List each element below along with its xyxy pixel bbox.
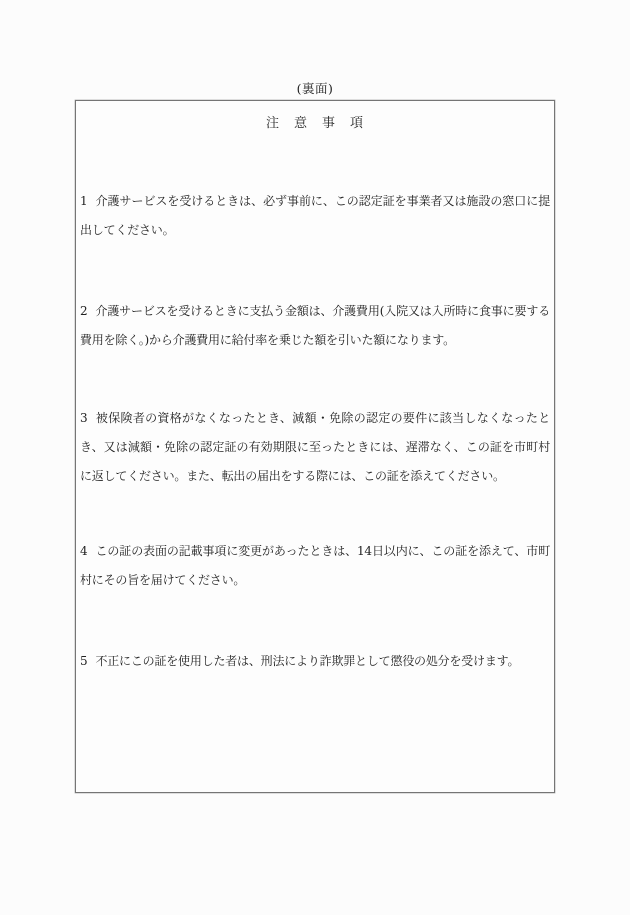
notice-item-2 [80,297,550,355]
item-5-number: 5 [80,654,88,668]
item-2-text: 介護サービスを受けるときに支払う金額は、介護費用(入院又は入所時に食事に要する費用を除く。)から介護費用に給付率を乗じた額を引いた額になります。 [80,304,550,347]
notice-item-3 [80,404,550,491]
item-3-number: 3 [80,411,88,425]
notice-item-1 [80,187,550,245]
item-2-number: 2 [80,304,88,318]
notice-title: 注 意 事 項 [265,116,364,131]
item-3-text: 被保険者の資格がなくなったとき、減額・免除の認定の要件に該当しなくなったとき、又は減額・免除の認定証の有効期限に至ったときには、遅滞なく、この証を市町村に返してください。また、転出の届出をする際には、この証を添えてください。 [80,411,550,483]
notice-box [75,100,555,793]
notice-item-5 [80,647,550,676]
item-5-text: 不正にこの証を使用した者は、刑法により詐欺罪として懲役の処分を受けます。 [95,654,520,668]
notice-item-4 [80,537,550,595]
page-side-label: (裏面) [296,81,334,96]
item-1-number: 1 [80,194,88,208]
item-4-number: 4 [80,544,88,558]
item-1-text: 介護サービスを受けるときは、必ず事前に、この認定証を事業者又は施設の窓口に提出してください。 [80,194,550,237]
item-4-text: この証の表面の記載事項に変更があったときは、14日以内に、この証を添えて、市町村にその旨を届けてください。 [80,544,550,587]
